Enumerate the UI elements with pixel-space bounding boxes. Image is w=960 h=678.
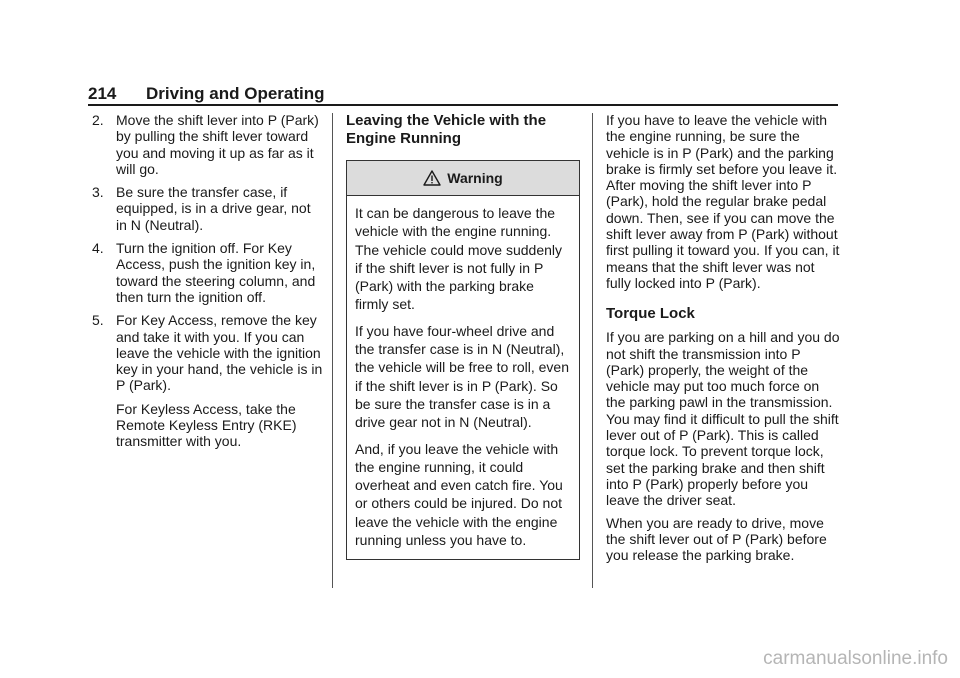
- column-divider-2: [592, 113, 593, 588]
- warning-box: [346, 160, 580, 560]
- column-divider-1: [332, 113, 333, 588]
- page-header: [88, 82, 838, 106]
- warning-paragraph: If you have four-wheel drive and the transfer case is in N (Neutral), the vehicle will be free to roll, even if the shift lever is in P (Park). So be sure the transfer case is in a drive gear not in N (Neutral).: [355, 322, 569, 431]
- page-number: 214: [88, 84, 117, 103]
- step-text: For Key Access, remove the key and take it with you. If you can leave the vehicle with the ignition key in your hand, the vehicle is in P (Park).: [116, 312, 323, 394]
- step-text: Turn the ignition off. For Key Access, push the ignition key in, toward the steering column, and then turn the ignition off.: [116, 240, 316, 305]
- column-1: [92, 112, 324, 457]
- header-rule: [88, 104, 838, 106]
- step-3: [92, 184, 324, 233]
- heading-torque-lock: Torque Lock: [606, 305, 695, 323]
- step-number: 2.: [92, 112, 104, 128]
- step-5: [92, 312, 324, 449]
- step-4: [92, 240, 324, 305]
- warning-body: [347, 196, 579, 559]
- step-extra-text: For Keyless Access, take the Remote Keyless Entry (RKE) transmitter with you.: [116, 400, 297, 450]
- warning-icon: [423, 170, 441, 186]
- intro-paragraph: If you have to leave the vehicle with the engine running, be sure the vehicle is in P (Park) and the parking brake is firmly set before you leave it. After moving the shift lever into P (Park), hold the regular brake pedal down. Then, see if you can move the shift lever away from P (Park) without first pulling it toward you. If you can, it means that the shift lever was not fully locked into P (Park).: [606, 112, 840, 291]
- warning-paragraph: It can be dangerous to leave the vehicle with the engine running. The vehicle could move suddenly if the shift lever is not fully in P (Park) with the parking brake firmly set.: [355, 205, 563, 313]
- column-2: [346, 112, 582, 560]
- step-number: 3.: [92, 184, 104, 201]
- step-number: 5.: [92, 312, 104, 329]
- step-2: [92, 112, 324, 177]
- watermark: carmanualsonline.info: [763, 648, 948, 669]
- warning-header: [347, 161, 579, 196]
- warning-title: Warning: [447, 169, 503, 186]
- torque-paragraph-1: If you are parking on a hill and you do not shift the transmission into P (Park) properly, the weight of the vehicle may put too much force on the parking pawl in the transmission. You may find it difficult to pull the shift lever out of P (Park). This is called torque lock. To prevent torque lock, set the parking brake and then shift into P (Park) properly before you leave the driver seat.: [606, 329, 840, 509]
- warning-paragraph: And, if you leave the vehicle with the engine running, it could overheat and even catch fire. You or others could be injured. Do not leave the vehicle with the engine running unless you have to.: [355, 440, 563, 549]
- step-number: 4.: [92, 240, 104, 257]
- step-text: Move the shift lever into P (Park) by pulling the shift lever toward you and moving it up as far as it will go.: [116, 112, 319, 177]
- section-title: Driving and Operating: [146, 84, 325, 103]
- column-3: [606, 112, 842, 569]
- torque-paragraph-2: When you are ready to drive, move the shift lever out of P (Park) before you release the parking brake.: [606, 514, 827, 564]
- step-text: Be sure the transfer case, if equipped, is in a drive gear, not in N (Neutral).: [116, 184, 311, 233]
- heading-leaving-vehicle: Leaving the Vehicle with the Engine Running: [346, 112, 547, 147]
